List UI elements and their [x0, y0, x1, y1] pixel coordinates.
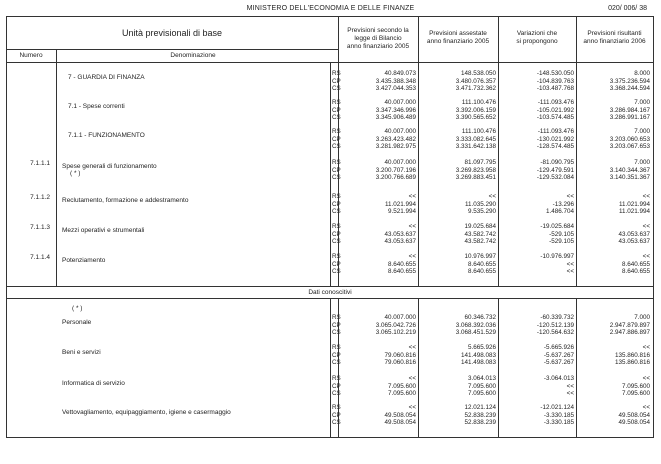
value-cell: 49.508.054	[618, 419, 650, 427]
value-cell: 40.007.000	[384, 314, 416, 321]
value-cell: 43.582.742	[464, 230, 496, 238]
value-cell: 8.640.655	[621, 260, 650, 268]
row-values-b	[419, 375, 496, 398]
dati-conoscitivi-note: ( * )	[72, 305, 83, 312]
row-code: CP	[332, 106, 341, 114]
value-cell: 40.007.000	[384, 99, 416, 106]
value-cell: 12.021.124	[464, 404, 496, 411]
value-cell: -13.296	[552, 200, 574, 208]
value-cell: -105.021.992	[536, 106, 574, 114]
value-cell: -529.105	[549, 238, 574, 246]
row-code: RS	[332, 193, 341, 200]
value-cell: 3.065.102.219	[375, 329, 416, 337]
row-values-a	[339, 99, 416, 122]
value-cell: 8.640.655	[621, 268, 650, 276]
col-prev-risultanti-line-2: anno finanziario 2006	[583, 38, 646, 45]
value-cell: -3.330.185	[543, 419, 574, 427]
row-code: RS	[332, 253, 341, 260]
value-cell: 11.035.290	[464, 200, 496, 208]
row-code: CP	[332, 382, 341, 390]
row-values-c	[499, 404, 574, 427]
row-values-b	[419, 404, 496, 427]
value-cell: 7.000	[634, 159, 650, 166]
row-values-a	[339, 159, 416, 182]
row-values-c	[499, 253, 574, 276]
row-values-c	[499, 193, 574, 216]
row-values-b	[419, 159, 496, 182]
value-cell: 111.100.476	[461, 99, 496, 106]
row-code: CP	[332, 166, 341, 174]
row-code: RS	[332, 223, 341, 230]
value-cell: -5.637.267	[543, 359, 574, 367]
value-cell: 3.331.642.138	[455, 143, 496, 151]
value-cell: 19.025.684	[464, 223, 496, 230]
value-cell: <<	[566, 193, 574, 200]
value-cell: 40.007.000	[384, 128, 416, 135]
value-cell: 3.200.766.689	[375, 174, 416, 182]
ministry-title: MINISTERO DELL'ECONOMIA E DELLE FINANZE	[246, 5, 415, 12]
value-cell: <<	[642, 193, 650, 200]
value-cell: 7.000	[634, 99, 650, 106]
section-divider-top	[6, 286, 654, 287]
value-cell: 2.947.879.897	[609, 321, 650, 329]
row-code: CS	[332, 390, 341, 398]
row-code: CS	[332, 268, 341, 276]
value-cell: 11.021.994	[384, 200, 416, 208]
row-values-d	[577, 253, 650, 276]
value-cell: <<	[566, 390, 574, 398]
value-cell: 43.582.742	[464, 238, 496, 246]
value-cell: 111.100.476	[461, 128, 496, 135]
row-code: RS	[332, 99, 341, 106]
row-code: CP	[332, 321, 341, 329]
value-cell: 3.140.344.367	[609, 166, 650, 174]
col-variazioni-line-2: si propongono	[516, 38, 558, 45]
value-cell: 135.860.816	[614, 359, 650, 367]
row-values-d	[577, 223, 650, 246]
value-cell: -19.025.684	[540, 223, 574, 230]
value-cell: 3.435.388.348	[375, 77, 416, 85]
value-cell: -3.330.185	[543, 411, 574, 419]
table-top-border	[6, 16, 654, 17]
row-values-d	[577, 70, 650, 93]
value-cell: <<	[566, 268, 574, 276]
row-values-d	[577, 314, 650, 337]
col-prev-risultanti-heading	[576, 30, 653, 46]
col-prev-bilancio-heading	[338, 27, 418, 51]
value-cell: 3.427.044.353	[375, 85, 416, 93]
value-cell: 8.640.655	[467, 260, 496, 268]
value-cell: 40.849.073	[384, 70, 416, 77]
value-cell: 3.392.006.159	[455, 106, 496, 114]
value-cell: -103.574.485	[536, 114, 574, 122]
value-cell: -129.532.084	[536, 174, 574, 182]
row-values-c	[499, 159, 574, 182]
col-denominazione-heading: Denominazione	[170, 52, 216, 59]
value-cell: 49.508.054	[384, 419, 416, 427]
row-label: Mezzi operativi e strumentali	[62, 227, 145, 234]
value-cell: 3.368.244.594	[609, 85, 650, 93]
value-cell: -130.021.992	[536, 135, 574, 143]
col-prev-risultanti-line-1: Previsioni risultanti	[587, 30, 642, 37]
value-cell: 7.095.600	[621, 382, 650, 390]
value-cell: 8.000	[634, 70, 650, 77]
value-cell: 3.375.236.594	[609, 77, 650, 85]
value-cell: 3.345.906.489	[375, 114, 416, 122]
row-code: CS	[332, 419, 341, 427]
col-variazioni-heading	[498, 30, 576, 46]
value-cell: 2.947.886.897	[609, 329, 650, 337]
row-values-a	[339, 223, 416, 246]
row-values-d	[577, 193, 650, 216]
value-cell: 60.346.732	[464, 314, 496, 321]
row-values-b	[419, 99, 496, 122]
table-bottom-border	[6, 437, 654, 438]
col-unita-heading: Unità previsionali di base	[121, 28, 223, 38]
value-cell: 9.521.994	[387, 208, 416, 216]
value-cell: 3.471.732.362	[455, 85, 496, 93]
value-cell: 8.640.655	[387, 268, 416, 276]
row-code: RS	[332, 404, 341, 411]
value-cell: -12.021.124	[540, 404, 574, 411]
row-label: 7 - GUARDIA DI FINANZA	[68, 74, 145, 81]
value-cell: 5.665.926	[467, 344, 496, 351]
value-cell: 7.095.600	[387, 382, 416, 390]
value-cell: 40.007.000	[384, 159, 416, 166]
value-cell: <<	[488, 193, 496, 200]
value-cell: <<	[408, 253, 416, 260]
value-cell: <<	[408, 344, 416, 351]
row-values-a	[339, 193, 416, 216]
value-cell: 43.053.637	[384, 230, 416, 238]
value-cell: <<	[408, 375, 416, 382]
value-cell: <<	[408, 193, 416, 200]
row-code: RS	[332, 375, 341, 382]
row-values-c	[499, 375, 574, 398]
value-cell: 8.640.655	[467, 268, 496, 276]
row-values-d	[577, 128, 650, 151]
value-cell: 43.053.637	[384, 238, 416, 246]
value-cell: <<	[642, 344, 650, 351]
value-cell: 148.538.050	[460, 70, 496, 77]
row-code: RS	[332, 70, 341, 77]
col-prev-assestate-heading	[418, 30, 498, 46]
value-cell: 3.203.067.653	[609, 143, 650, 151]
value-cell: 141.498.083	[460, 359, 496, 367]
row-values-d	[577, 404, 650, 427]
value-cell: 52.838.239	[464, 411, 496, 419]
value-cell: 3.065.042.726	[375, 321, 416, 329]
row-values-b	[419, 314, 496, 337]
row-values-d	[577, 375, 650, 398]
row-code: CS	[332, 329, 341, 337]
value-cell: 79.060.816	[384, 359, 416, 367]
row-label: 7.1.1 - FUNZIONAMENTO	[68, 132, 145, 139]
row-values-c	[499, 70, 574, 93]
row-numero: 7.1.1.1	[30, 160, 50, 167]
row-values-b	[419, 70, 496, 93]
value-cell: <<	[566, 260, 574, 268]
row-note: ( * )	[70, 170, 81, 177]
col-prev-assestate-line-1: Previsioni assestate	[429, 30, 487, 37]
value-cell: 3.286.991.167	[609, 114, 650, 122]
row-values-a	[339, 314, 416, 337]
value-cell: -120.512.139	[536, 321, 574, 329]
value-cell: 3.480.076.357	[455, 77, 496, 85]
value-cell: 7.095.600	[467, 390, 496, 398]
row-code: RS	[332, 344, 341, 351]
row-values-c	[499, 344, 574, 367]
row-values-a	[339, 404, 416, 427]
page-code: 020/ 006/ 38	[608, 5, 647, 12]
row-code: CP	[332, 77, 341, 85]
value-cell: 43.053.637	[618, 238, 650, 246]
value-cell: 3.064.013	[467, 375, 496, 382]
value-cell: 3.140.351.367	[609, 174, 650, 182]
value-cell: 3.286.984.167	[609, 106, 650, 114]
value-cell: -148.530.050	[536, 70, 574, 77]
row-values-a	[339, 128, 416, 151]
value-cell: -10.976.997	[540, 253, 574, 260]
value-cell: 7.000	[634, 128, 650, 135]
value-cell: <<	[408, 223, 416, 230]
value-cell: -3.064.013	[543, 375, 574, 382]
value-cell: 3.203.060.653	[609, 135, 650, 143]
value-cell: 10.976.997	[464, 253, 496, 260]
value-cell: 49.508.054	[384, 411, 416, 419]
value-cell: -111.093.476	[537, 128, 574, 135]
row-code: CP	[332, 260, 341, 268]
value-cell: 11.021.994	[618, 208, 650, 216]
row-code: RS	[332, 159, 341, 166]
value-cell: 3.390.565.652	[455, 114, 496, 122]
row-values-d	[577, 99, 650, 122]
value-cell: -5.637.267	[543, 351, 574, 359]
row-label: Beni e servizi	[62, 349, 101, 356]
value-cell: <<	[642, 375, 650, 382]
row-values-b	[419, 344, 496, 367]
value-cell: 3.281.982.975	[375, 143, 416, 151]
value-cell: <<	[642, 404, 650, 411]
value-cell: 7.095.600	[387, 390, 416, 398]
value-cell: 141.498.083	[460, 351, 496, 359]
value-cell: 7.095.600	[621, 390, 650, 398]
row-values-a	[339, 375, 416, 398]
value-cell: 81.097.795	[464, 159, 496, 166]
value-cell: 9.535.290	[467, 208, 496, 216]
value-cell: -111.093.476	[537, 99, 574, 106]
value-cell: 3.269.823.958	[455, 166, 496, 174]
value-cell: -81.090.795	[540, 159, 574, 166]
value-cell: 7.095.600	[467, 382, 496, 390]
row-values-d	[577, 159, 650, 182]
row-code: CS	[332, 143, 341, 151]
code-col-divider	[330, 62, 331, 286]
row-label: 7.1 - Spese correnti	[68, 103, 125, 110]
value-cell: 135.860.816	[614, 351, 650, 359]
row-numero: 7.1.1.3	[30, 224, 50, 231]
row-label: Informatica di servizio	[62, 380, 125, 387]
col-prev-bilancio-line-1: Previsioni secondo la	[347, 27, 409, 34]
row-code: CP	[332, 411, 341, 419]
row-code: CS	[332, 85, 341, 93]
row-label: Vettovagliamento, equipaggiamento, igiene e casermaggio	[62, 409, 231, 416]
value-cell: -128.574.485	[536, 143, 574, 151]
col-prev-bilancio-line-3: anno finanziario 2005	[346, 43, 410, 50]
value-cell: 1.486.704	[545, 208, 574, 216]
value-cell: 3.269.883.451	[455, 174, 496, 182]
value-cell: -129.479.591	[536, 166, 574, 174]
row-code: RS	[332, 314, 341, 321]
row-numero: 7.1.1.4	[30, 254, 50, 261]
row-values-c	[499, 223, 574, 246]
row-numero: 7.1.1.2	[30, 194, 50, 201]
value-cell: 3.347.346.996	[375, 106, 416, 114]
row-values-b	[419, 128, 496, 151]
value-cell: 11.021.994	[618, 200, 650, 208]
col-numero-heading: Numero	[19, 52, 43, 59]
col-prev-assestate-line-2: anno finanziario 2005	[426, 38, 490, 45]
row-code: CS	[332, 208, 341, 216]
row-code: CP	[332, 230, 341, 238]
value-cell: 79.060.816	[384, 351, 416, 359]
table-right-border	[653, 16, 654, 438]
value-cell: 3.200.707.196	[375, 166, 416, 174]
value-cell: 3.263.423.482	[375, 135, 416, 143]
row-code: CS	[332, 114, 341, 122]
code-col-divider-lower	[330, 298, 331, 437]
row-code: CP	[332, 135, 341, 143]
row-label: Spese generali di funzionamento	[62, 163, 157, 170]
value-cell: -103.487.768	[536, 85, 574, 93]
row-code: CS	[332, 174, 341, 182]
row-values-c	[499, 99, 574, 122]
value-cell: <<	[566, 382, 574, 390]
value-cell: <<	[642, 253, 650, 260]
value-cell: 43.053.637	[618, 230, 650, 238]
value-cell: 8.640.655	[387, 260, 416, 268]
value-cell: 3.068.392.036	[455, 321, 496, 329]
row-code: CS	[332, 238, 341, 246]
row-code: CP	[332, 351, 341, 359]
numero-col-divider	[56, 49, 57, 286]
row-label: Potenziamento	[62, 257, 106, 264]
row-values-b	[419, 223, 496, 246]
value-cell: 3.333.082.645	[455, 135, 496, 143]
row-values-a	[339, 253, 416, 276]
col-variazioni-line-1: Variazioni che	[516, 30, 558, 37]
value-cell: -60.339.732	[540, 314, 574, 321]
row-label: Personale	[62, 319, 92, 326]
dati-conoscitivi-title: Dati conoscitivi	[308, 289, 352, 296]
value-cell: 52.838.239	[464, 419, 496, 427]
value-cell: -529.105	[549, 230, 574, 238]
value-cell: -120.564.632	[536, 329, 574, 337]
row-values-a	[339, 344, 416, 367]
row-label: Reclutamento, formazione e addestramento	[62, 197, 189, 204]
value-cell: <<	[408, 404, 416, 411]
value-cell: 7.000	[634, 314, 650, 321]
value-cell: 49.508.054	[618, 411, 650, 419]
value-cell: -5.665.926	[543, 344, 574, 351]
row-code: CS	[332, 359, 341, 367]
row-code: CP	[332, 200, 341, 208]
value-cell: <<	[642, 223, 650, 230]
row-values-c	[499, 314, 574, 337]
row-code: RS	[332, 128, 341, 135]
row-values-b	[419, 193, 496, 216]
value-cell: 3.068.451.529	[455, 329, 496, 337]
row-values-c	[499, 128, 574, 151]
value-cell: -104.839.763	[536, 77, 574, 85]
row-values-b	[419, 253, 496, 276]
col-prev-bilancio-line-2: legge di Bilancio	[354, 35, 402, 42]
row-values-d	[577, 344, 650, 367]
row-values-a	[339, 70, 416, 93]
